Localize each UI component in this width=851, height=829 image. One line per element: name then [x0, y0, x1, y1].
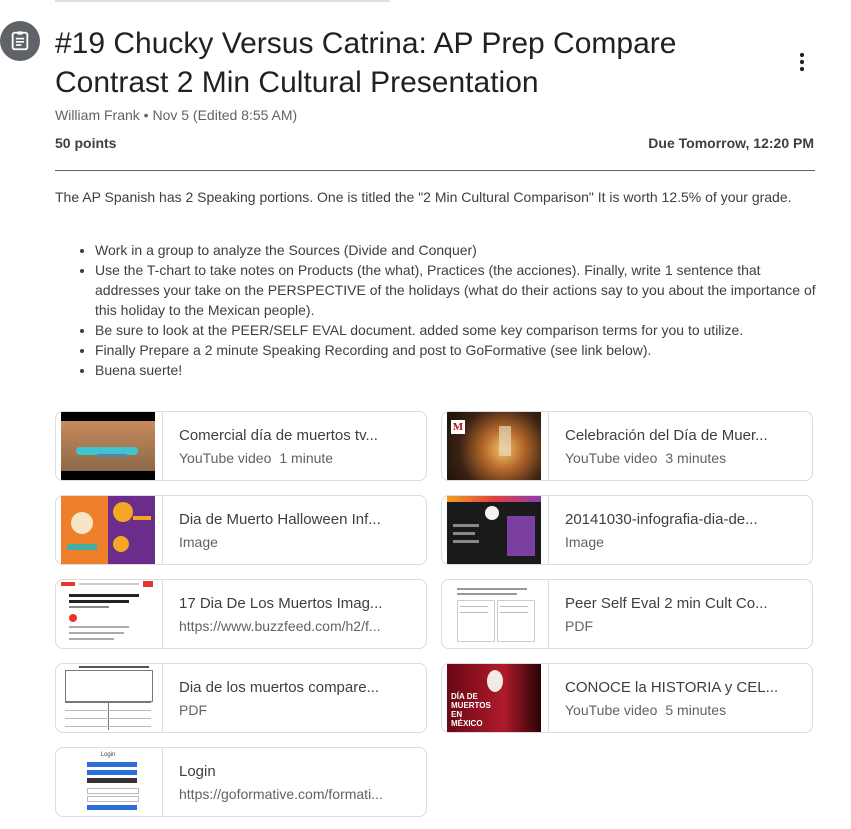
- due-date: Due Tomorrow, 12:20 PM: [648, 135, 814, 151]
- assignment-title: #19 Chucky Versus Catrina: AP Prep Compare Contrast 2 Min Cultural Presentation: [55, 27, 677, 99]
- assignment-meta: [55, 107, 297, 123]
- attachment-title: Comercial día de muertos tv...: [179, 427, 378, 444]
- attachment-type: Image: [179, 534, 218, 550]
- attachment-title: CONOCE la HISTORIA y CEL...: [565, 679, 779, 696]
- thumbnail-caption: DÍA DE MUERTOS EN MÉXICO: [451, 692, 491, 728]
- attachment-thumbnail: [442, 664, 549, 732]
- attachment-thumbnail: M: [442, 412, 549, 480]
- attachment-title: 20141030-infografia-dia-de...: [565, 511, 758, 528]
- attachment-type: Image: [565, 534, 604, 550]
- attachment-thumbnail: [56, 748, 163, 816]
- attachment-duration: 3 minutes: [665, 450, 727, 466]
- attachment-title: Login: [179, 763, 216, 780]
- attachment-card[interactable]: [441, 663, 813, 733]
- points-label: 50 points: [55, 135, 117, 151]
- attachment-title: 17 Dia De Los Muertos Imag...: [179, 595, 383, 612]
- instruction-item: • Work in a group to analyze the Sources (Divide and Conquer): [95, 240, 825, 260]
- attachment-card[interactable]: [441, 411, 813, 481]
- attachment-card[interactable]: [55, 663, 427, 733]
- attachment-title: Celebración del Día de Muer...: [565, 427, 768, 444]
- instruction-item: • Buena suerte!: [95, 360, 825, 380]
- attachment-thumbnail: [56, 496, 163, 564]
- attachment-thumbnail: [56, 412, 163, 480]
- attachment-card[interactable]: [55, 579, 427, 649]
- thumbnail-caption: Login: [100, 752, 116, 758]
- attachment-link: https://www.buzzfeed.com/h2/f...: [179, 618, 381, 634]
- posted-date: Nov 5 (Edited 8:55 AM): [152, 107, 298, 123]
- attachment-title: Peer Self Eval 2 min Cult Co...: [565, 595, 768, 612]
- attachment-thumbnail: [56, 664, 163, 732]
- attachment-type: PDF: [565, 618, 593, 634]
- header-divider: [55, 170, 815, 171]
- attachment-link: https://goformative.com/formati...: [179, 786, 383, 802]
- assignment-icon: [0, 21, 40, 61]
- attachment-type: YouTube video: [179, 450, 272, 466]
- assignment-description: The AP Spanish has 2 Speaking portions. One is titled the "2 Min Cultural Comparison" It is worth 12.5% of your grade.: [55, 189, 792, 205]
- attachment-thumbnail: [442, 496, 549, 564]
- author-name: William Frank: [55, 107, 140, 123]
- attachment-type: YouTube video: [565, 702, 658, 718]
- attachment-title: Dia de los muertos compare...: [179, 679, 380, 696]
- attachment-type: YouTube video: [565, 450, 658, 466]
- attachment-title: Dia de Muerto Halloween Inf...: [179, 511, 381, 528]
- instruction-item: • Finally Prepare a 2 minute Speaking Recording and post to GoFormative (see link below).: [95, 340, 825, 360]
- attachment-card[interactable]: [55, 495, 427, 565]
- attachment-card[interactable]: [441, 579, 813, 649]
- attachment-duration: 5 minutes: [665, 702, 727, 718]
- attachment-card[interactable]: [55, 747, 427, 817]
- meta-separator: •: [143, 107, 153, 123]
- attachment-thumbnail: [442, 580, 549, 648]
- top-divider: [55, 0, 390, 2]
- attachment-card[interactable]: [441, 495, 813, 565]
- instruction-list: [55, 240, 825, 380]
- instruction-item: • Be sure to look at the PEER/SELF EVAL document. added some key comparison terms for you to utilize.: [95, 320, 825, 340]
- more-vert-icon[interactable]: [788, 48, 816, 76]
- attachment-card[interactable]: [55, 411, 427, 481]
- attachment-thumbnail: [56, 580, 163, 648]
- attachment-type: PDF: [179, 702, 207, 718]
- attachment-duration: 1 minute: [279, 450, 334, 466]
- instruction-item: • Use the T-chart to take notes on Products (the what), Practices (the acciones). Finally, write 1 sentence that addresses your take on the PERSPECTIVE of the holidays (what do their actions say to you about the importance of this holiday to the Mexican people).: [95, 260, 825, 320]
